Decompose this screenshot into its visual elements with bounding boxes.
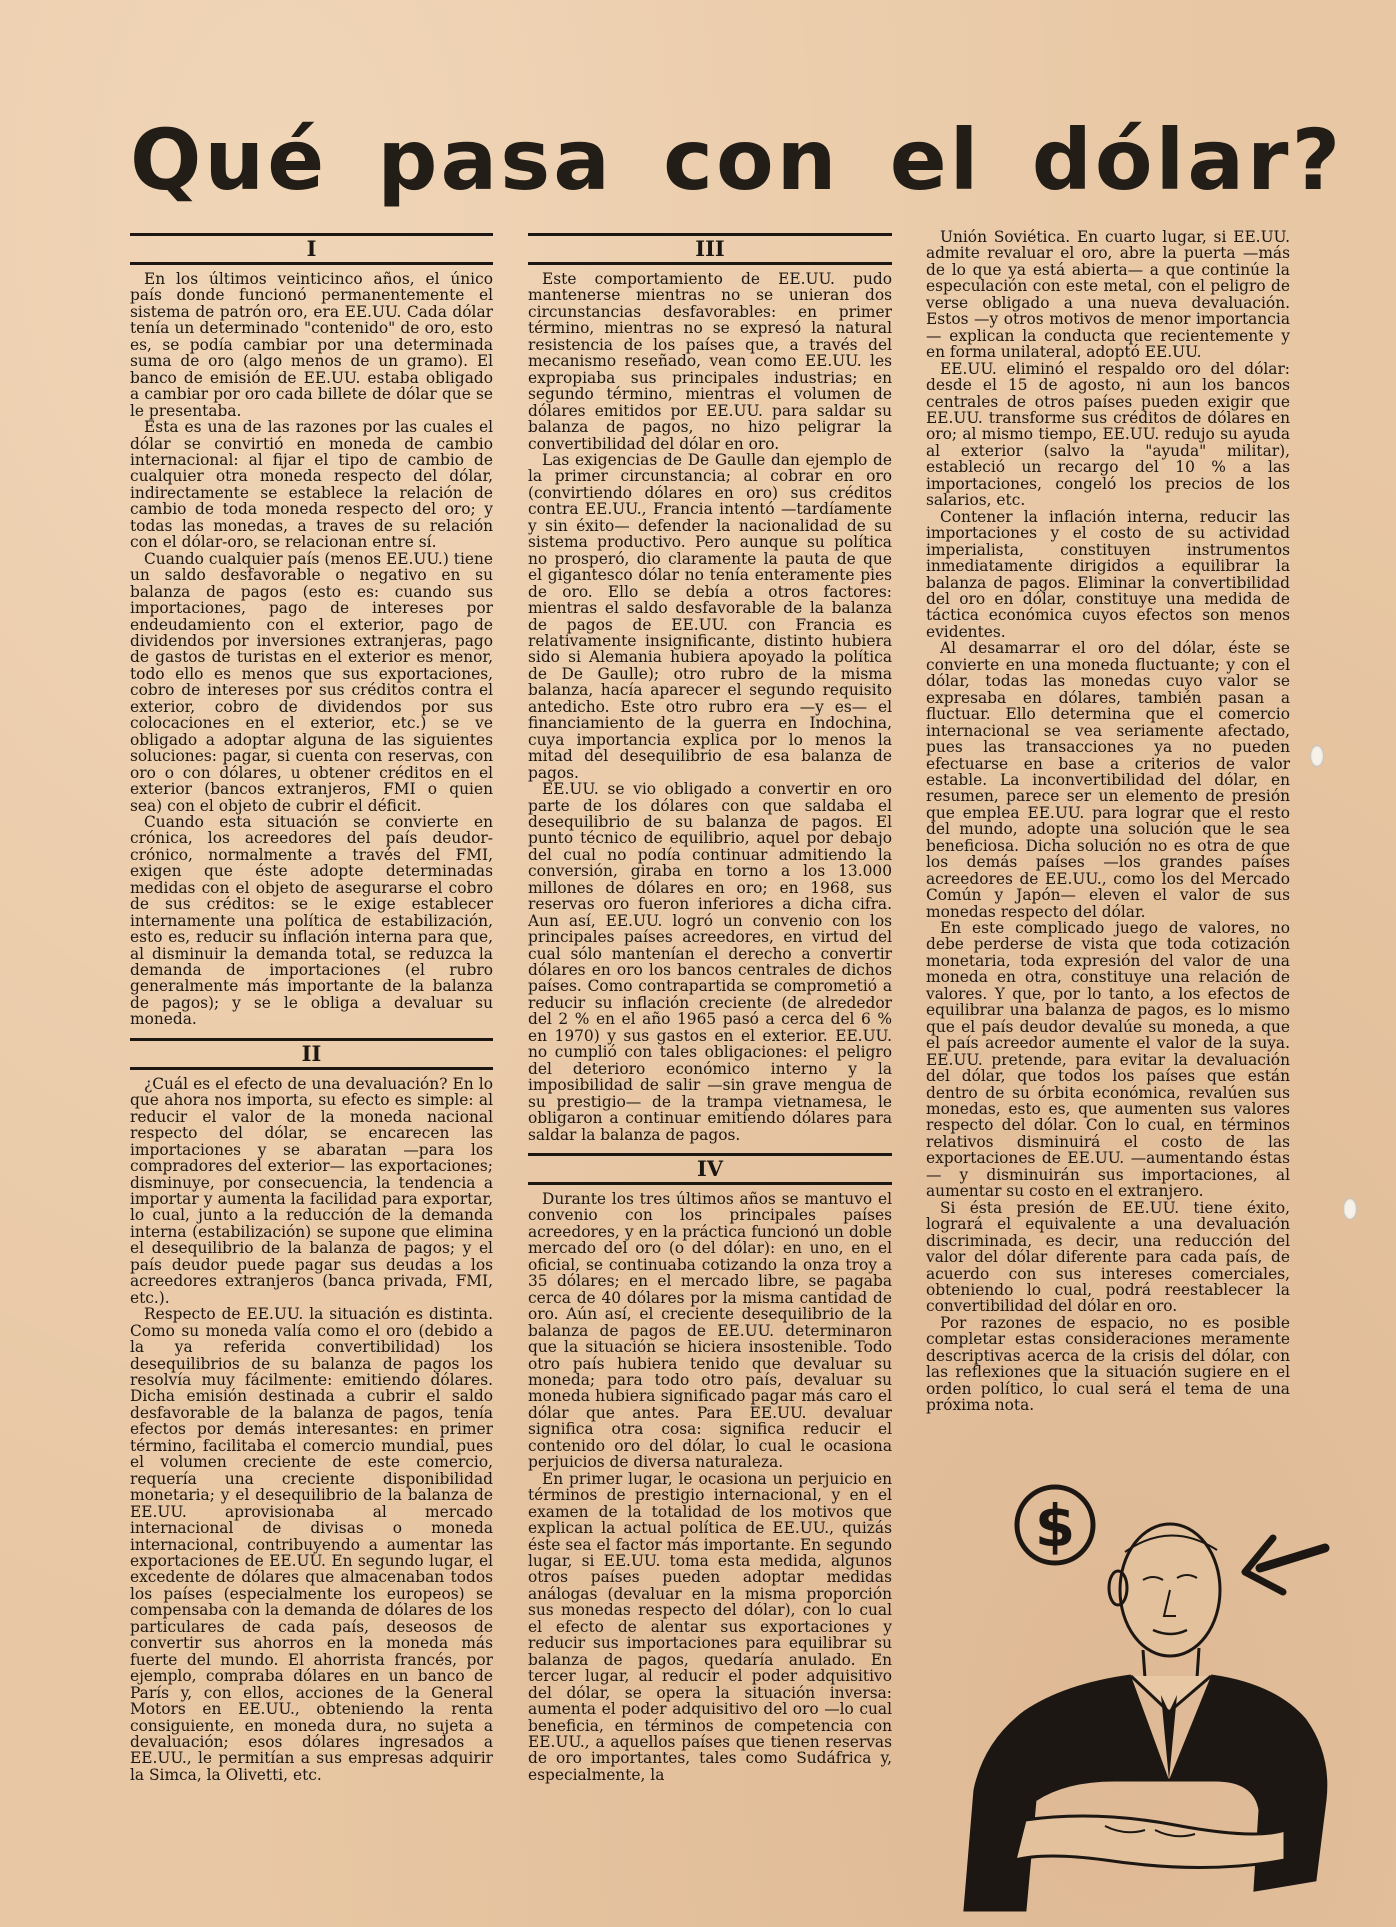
paragraph: En este complicado juego de valores, no debe perderse de vista que toda cotización monetaria, toda expresión del valor de una moneda en otra, constituye una relación de valores. Y que, por lo tanto, a los efectos de equilibrar una balanza de pagos, es lo mismo que el país deudor devalúe su moneda, a que el país acreedor aumente el valor de la suya. EE.UU. pretende, para evitar la devaluación del dólar, que todos los países que están dentro de su órbita económica, revalúen sus monedas, esto es, que aumenten sus valores respecto del dólar. Con lo cual, en términos relativos disminuirá el costo de las exportaciones de EE.UU. —aumentando éstas— y disminuirán sus importaciones, al aumentar su costo en el extranjero. [926, 919, 1290, 1201]
section-heading-4: IV [528, 1153, 892, 1185]
paragraph: Al desamarrar el oro del dólar, éste se convierte en una moneda fluctuante; y con el dólar, todas las monedas cuyo valor se expresaba en dólares, también pasan a fluctuar. Ello determina que el comercio internacional se vea seriamente afectado, pues las transacciones ya no pueden efectuarse en base a criterios de valor estable. La inconvertibilidad del dólar, en resumen, parece ser un elemento de presión que emplea EE.UU. para lograr que el resto del mundo, adopte una solución que le sea beneficiosa. Dicha solución no es otra de que los demás países —los grandes países acreedores de EE.UU., como los del Mercado Común y Japón— eleven el valor de sus monedas respecto del dólar. [926, 639, 1290, 921]
binder-hole-lower [1343, 1198, 1357, 1220]
man-with-dollar-sign-illustration [955, 1480, 1335, 1915]
binder-hole-upper [1310, 745, 1324, 767]
section-heading-1: I [130, 233, 493, 265]
paragraph: En los últimos veinticinco años, el único país donde funcionó permanentemente el sistema de patrón oro, era EE.UU. Cada dólar tenía un determinado "contenido" de oro, esto es, se podía cambiar por una determinada suma de oro (algo menos de un gramo). El banco de emisión de EE.UU. estaba obligado a cambiar por oro cada billete de dólar que se le presentaba. [130, 270, 493, 420]
paragraph: Cuando esta situación se convierte en crónica, los acreedores del país deudor-crónico, normalmente a través del FMI, exigen que éste adopte determinadas medidas con el objeto de asegurarse el cobro de sus créditos: se le exige establecer internamente una política de estabilización, esto es, reducir su inflación interna para que, al disminuir la demanda total, se reduzca la demanda de importaciones (el rubro generalmente más importante de la balanza de pagos); y se le obliga a devaluar su moneda. [130, 812, 493, 1029]
section-2-body [130, 1076, 493, 1783]
paragraph: Si ésta presión de EE.UU. tiene éxito, logrará el equivalente a una devaluación discriminada, es decir, una reducción del valor del dólar diferente para cada país, de acuerdo con sus intereses comerciales, obteniendo lo cual, podrá reestablecer la convertibilidad del dólar en oro. [926, 1198, 1290, 1316]
paragraph: Por razones de espacio, no es posible completar estas consideraciones meramente descriptivas acerca de la crisis del dólar, con las reflexiones que la situación sugiere en el orden político, lo cual será el tema de una próxima nota. [926, 1313, 1290, 1415]
section-1-body [130, 271, 493, 1028]
paragraph: Este comportamiento de EE.UU. pudo mantenerse mientras no se unieran dos circunstancias desfavorables: en primer término, mientras no se expresó la natural resistencia de los países que, a través del mecanismo reseñado, vean como EE.UU. les expropiaba sus principales industrias; en segundo término, mientras el volumen de dólares emitidos por EE.UU. para saldar su balanza de pagos, no hizo peligrar la convertibilidad del dólar en oro. [528, 270, 892, 453]
column-2 [528, 233, 892, 1808]
section-heading-2: II [130, 1038, 493, 1070]
section-heading-3: III [528, 233, 892, 265]
paragraph: EE.UU. se vio obligado a convertir en oro parte de los dólares con que saldaba el desequilibrio de su balanza de pagos. El punto técnico de equilibrio, aquel por debajo del cual no podía continuar admitiendo la conversión, giraba en torno a los 13.000 millones de dólares en oro; en 1968, sus reservas oro fueron inferiores a dicha cifra. Aun así, EE.UU. logró un convenio con los principales países acreedores, en virtud del cual sólo mantenían el derecho a convertir dólares en oro los bancos centrales de dichos países. Como contrapartida se comprometió a reducir su inflación creciente (de alrededor del 2 % en el año 1965 pasó a cerca del 6 % en 1970) y sus gastos en el exterior. EE.UU. no cumplió con tales obligaciones: el peligro del deterioro económico interno y la imposibilidad de salir —sin grave mengua de su prestigio— de la trampa vietnamesa, le obligaron a continuar emitiendo dólares para saldar la balanza de pagos. [528, 780, 892, 1144]
section-5-body [926, 229, 1290, 1414]
paragraph: ¿Cuál es el efecto de una devaluación? En lo que ahora nos importa, su efecto es simple: al reducir el valor de la moneda nacional respecto del dólar, se encarecen las importaciones y se abaratan —para los compradores del exterior— las exportaciones; disminuye, por consecuencia, la tendencia a importar y aumenta la facilidad para exportar, lo cual, junto a la reducción de la demanda interna (estabilización) se supone que elimina el desequilibrio de la balanza de pagos; y el país deudor puede pagar sus deudas a los acreedores extranjeros (banca privada, FMI, etc.). [130, 1074, 493, 1307]
paragraph: Cuando cualquier país (menos EE.UU.) tiene un saldo desfavorable o negativo en su balanza de pagos (esto es: cuando sus importaciones, pago de intereses por endeudamiento con el exterior, pago de dividendos por inversiones extranjeras, pago de gastos de turistas en el exterior es menor, todo ello es menos que sus exportaciones, cobro de intereses por sus créditos contra el exterior, cobro de dividendos por sus colocaciones en el exterior, etc.) se ve obligado a adoptar alguna de las siguientes soluciones: pagar, si cuenta con reservas, con oro o con dólares, u obtener créditos en el exterior (bancos extranjeros, FMI o quien sea) con el objeto de cubrir el déficit. [130, 549, 493, 815]
paragraph: Respecto de EE.UU. la situación es distinta. Como su moneda valía como el oro (debido a la ya referida convertibilidad) los desequilibrios de su balanza de pagos los resolvía muy fácilmente: emitiendo dólares. Dicha emisión destinada a cubrir el saldo desfavorable de la balanza de pagos, tenía efectos por demás interesantes: en primer término, facilitaba el comercio mundial, pues el volumen creciente de este comercio, requería una creciente disponibilidad monetaria; y el desequilibrio de la balanza de EE.UU. aprovisionaba al mercado internacional de divisas o moneda internacional, contribuyendo a aumentar las exportaciones de EE.UU. En segundo lugar, el excedente de dólares que almacenaban todos los países (especialmente los europeos) se compensaba con la demanda de dólares de los particulares de cada país, deseosos de convertir sus ahorros en la moneda más fuerte del mundo. El ahorrista francés, por ejemplo, compraba dólares en un banco de París y, con ellos, acciones de la General Motors en EE.UU., obteniendo la renta consiguiente, en moneda dura, no sujeta a devaluación; esos dólares ingresados a EE.UU., le permitían a sus empresas adquirir la Simca, la Olivetti, etc. [130, 1305, 493, 1784]
paragraph: Contener la inflación interna, reducir las importaciones y el costo de su actividad imperialista, constituyen instrumentos inmediatamente dirigidos a equilibrar la balanza de pagos. Eliminar la convertibilidad del oro en dólar, constituye una medida de táctica económica cuyos efectos son menos evidentes. [926, 507, 1290, 641]
paragraph: EE.UU. eliminó el respaldo oro del dólar: desde el 15 de agosto, ni aun los bancos centrales de otros países pueden exigir que EE.UU. transforme sus créditos de dólares en oro; al mismo tiempo, EE.UU. redujo su ayuda al exterior (salvo la "ayuda" militar), estableció un recargo del 10 % a las importaciones, congeló los precios de los salarios, etc. [926, 359, 1290, 510]
paragraph: Durante los tres últimos años se mantuvo el convenio con los principales países acreedores, y en la práctica funcionó un doble mercado del oro (o del dólar): en uno, en el oficial, se continuaba cotizando la onza troy a 35 dólares; en el mercado libre, se pagaba cerca de 40 dólares por la misma cantidad de oro. Aún así, el creciente desequilibrio de la balanza de pagos de EE.UU. determinaron que la situación se hiciera insostenible. Todo otro país hubiera tenido que devaluar su moneda; para todo otro país, devaluar su moneda hubiera significado pagar más caro el dólar que antes. Para EE.UU. devaluar significa otra cosa: significa reducir el contenido oro del dólar, lo cual le ocasiona perjuicios de diversa naturaleza. [528, 1190, 892, 1472]
section-4-body [528, 1191, 892, 1783]
paragraph: En primer lugar, le ocasiona un perjuicio en términos de prestigio internacional, y en el examen de la totalidad de los motivos que explican la actual política de EE.UU., quizás éste sea el factor más importante. En segundo lugar, si EE.UU. toma esta medida, algunos otros países pueden adoptar medidas análogas (devaluar en la misma proporción sus monedas respecto del dólar), con lo cual el efecto de alentar sus exportaciones y reducir sus importaciones para equilibrar su balanza de pagos, quedaría anulado. En tercer lugar, al reducir el poder adquisitivo del dólar, se opera la situación inversa: aumenta el poder adquisitivo del oro —lo cual beneficia, en términos de competencia con EE.UU., a aquellos países que tienen reservas de oro importantes, tales como Sudáfrica y, especialmente, la [528, 1469, 892, 1784]
column-1 [130, 233, 493, 1808]
column-3 [926, 229, 1290, 1471]
page-title: Qué pasa con el dólar? [130, 111, 1344, 209]
paragraph: Esta es una de las razones por las cuales el dólar se convirtió en moneda de cambio internacional: al fijar el tipo de cambio de cualquier otra moneda respecto del dólar, indirectamente se establece la relación de cambio de toda moneda respecto del oro; y todas las monedas, a traves de su relación con el dólar-oro, se relacionan entre sí. [130, 418, 493, 552]
paragraph: Unión Soviética. En cuarto lugar, si EE.UU. admite revaluar el oro, abre la puerta —más de lo que ya está abierta— a que continúe la especulación con este metal, con el peligro de verse obligado a una nueva devaluación. Estos —y otros motivos de menor importancia— explican la conducta que recientemente y en forma unilateral, adoptó EE.UU. [926, 229, 1290, 362]
paragraph: Las exigencias de De Gaulle dan ejemplo de la primer circunstancia; al cobrar en oro (convirtiendo dólares en oro) sus créditos contra EE.UU., Francia intentó —tardíamente y sin éxito— defender la nacionalidad de su sistema productivo. Pero aunque su política no prosperó, dio claramente la pauta de que el gigantesco dólar no tenía enteramente pies de oro. Ello se debía a otros factores: mientras el saldo desfavorable de la balanza de pagos de EE.UU. con Francia es relativamente insignificante, distinto hubiera sido si Alemania hubiera apoyado la política de De Gaulle); otro rubro de la misma balanza, hacía aparecer el segundo requisito antedicho. Este otro rubro era —y es— el financiamiento de la guerra en Indochina, cuya importancia explica por lo menos la mitad del desequilibrio de esa balanza de pagos. [528, 450, 892, 782]
section-3-body [528, 271, 892, 1143]
dollar-sign-icon: $ [1034, 1492, 1076, 1560]
